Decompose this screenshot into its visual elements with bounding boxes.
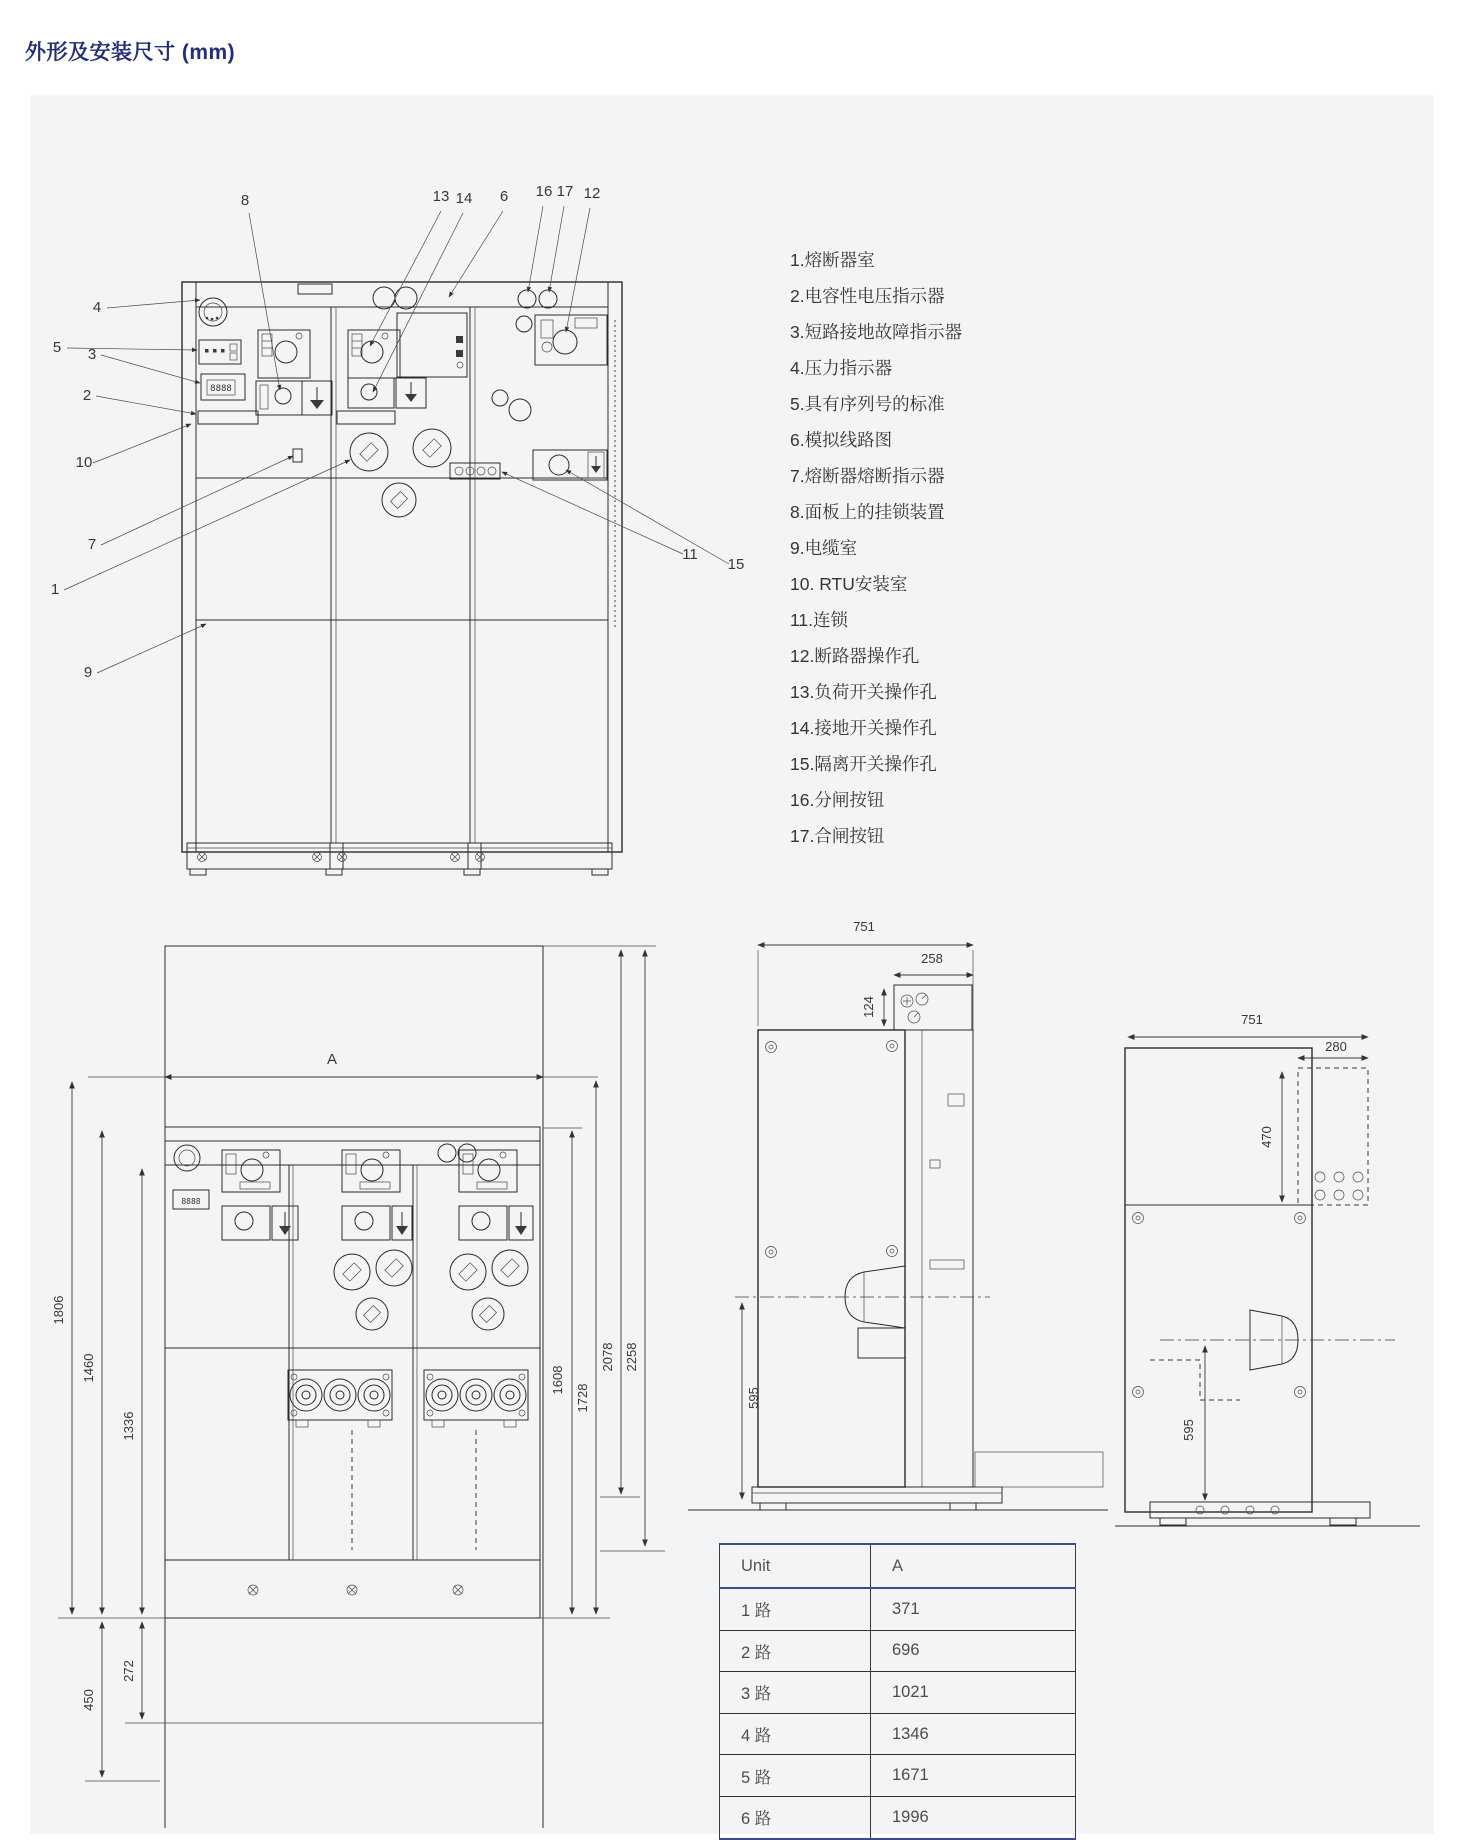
a-cell: 1996 bbox=[871, 1796, 1076, 1838]
col-header-unit: Unit bbox=[720, 1544, 871, 1588]
legend-item: 17.合闸按钮 bbox=[790, 826, 885, 846]
legend-item: 6.模拟线路图 bbox=[790, 430, 893, 450]
callout-6: 6 bbox=[499, 188, 509, 205]
callout-8: 8 bbox=[240, 192, 250, 209]
legend-item: 15.隔离开关操作孔 bbox=[790, 754, 937, 774]
callout-11: 11 bbox=[682, 546, 698, 563]
legend-item: 11.连锁 bbox=[790, 610, 849, 630]
unit-cell: 2 路 bbox=[720, 1630, 871, 1672]
callout-7: 7 bbox=[87, 536, 97, 553]
legend-item: 9.电缆室 bbox=[790, 538, 858, 558]
callout-10: 10 bbox=[75, 454, 93, 471]
legend-item: 14.接地开关操作孔 bbox=[790, 718, 937, 738]
dim-272: 272 bbox=[121, 1660, 136, 1682]
dim-280: 280 bbox=[1325, 1039, 1347, 1054]
callout-9: 9 bbox=[83, 664, 93, 681]
unit-cell: 4 路 bbox=[720, 1713, 871, 1755]
callout-5: 5 bbox=[52, 339, 62, 356]
unit-cell: 5 路 bbox=[720, 1755, 871, 1797]
dim-595-mid: 595 bbox=[746, 1387, 761, 1409]
dim-A: A bbox=[326, 1051, 338, 1068]
callout-14: 14 bbox=[455, 190, 473, 207]
legend-item: 5.具有序列号的标准 bbox=[790, 394, 945, 414]
callout-13: 13 bbox=[432, 188, 450, 205]
legend-item: 8.面板上的挂锁装置 bbox=[790, 502, 945, 522]
legend-item: 10. RTU安装室 bbox=[790, 574, 908, 594]
dim-751-mid: 751 bbox=[853, 919, 875, 934]
callout-12: 12 bbox=[583, 185, 601, 202]
a-cell: 1671 bbox=[871, 1755, 1076, 1797]
table-header-row bbox=[720, 1544, 1076, 1588]
a-cell: 1346 bbox=[871, 1713, 1076, 1755]
table-row bbox=[720, 1672, 1076, 1714]
dim-1728: 1728 bbox=[575, 1383, 590, 1413]
unit-cell: 1 路 bbox=[720, 1588, 871, 1630]
dim-124: 124 bbox=[861, 996, 876, 1018]
table-row bbox=[720, 1588, 1076, 1630]
dim-595-right: 595 bbox=[1181, 1419, 1196, 1441]
unit-cell: 3 路 bbox=[720, 1672, 871, 1714]
a-cell: 696 bbox=[871, 1630, 1076, 1672]
page-title: 外形及安装尺寸 (mm) bbox=[25, 41, 236, 64]
callout-17: 17 bbox=[556, 183, 574, 200]
dim-751-right: 751 bbox=[1241, 1012, 1263, 1027]
callout-15: 15 bbox=[727, 556, 745, 573]
callout-3: 3 bbox=[87, 346, 97, 363]
callout-4: 4 bbox=[92, 299, 102, 316]
legend-item: 3.短路接地故障指示器 bbox=[790, 322, 963, 342]
unit-cell: 6 路 bbox=[720, 1796, 871, 1838]
a-cell: 371 bbox=[871, 1588, 1076, 1630]
unit-dimension-table bbox=[719, 1543, 1076, 1840]
col-header-a: A bbox=[871, 1544, 1076, 1588]
legend-item: 16.分闸按钮 bbox=[790, 790, 885, 810]
legend-item: 13.负荷开关操作孔 bbox=[790, 682, 937, 702]
legend-item: 1.熔断器室 bbox=[790, 250, 875, 270]
dim-1806: 1806 bbox=[51, 1295, 66, 1325]
table-row bbox=[720, 1755, 1076, 1797]
dim-1336: 1336 bbox=[121, 1411, 136, 1441]
legend-item: 7.熔断器熔断指示器 bbox=[790, 466, 945, 486]
table-row bbox=[720, 1713, 1076, 1755]
dim-470: 470 bbox=[1259, 1126, 1274, 1148]
legend-item: 2.电容性电压指示器 bbox=[790, 286, 945, 306]
dim-1460: 1460 bbox=[81, 1353, 96, 1383]
dim-2078: 2078 bbox=[600, 1342, 615, 1372]
dim-450: 450 bbox=[81, 1689, 96, 1711]
callout-16: 16 bbox=[535, 183, 553, 200]
display-digits: 8888 bbox=[210, 384, 232, 394]
legend-item: 4.压力指示器 bbox=[790, 358, 893, 378]
dim-258: 258 bbox=[921, 951, 943, 966]
callout-2: 2 bbox=[82, 387, 92, 404]
table-row bbox=[720, 1796, 1076, 1838]
table-row bbox=[720, 1630, 1076, 1672]
display-digits: 8888 bbox=[181, 1197, 201, 1206]
dim-1608: 1608 bbox=[550, 1365, 565, 1395]
callout-1: 1 bbox=[50, 581, 60, 598]
a-cell: 1021 bbox=[871, 1672, 1076, 1714]
legend-item: 12.断路器操作孔 bbox=[790, 646, 920, 666]
dim-2258: 2258 bbox=[624, 1342, 639, 1372]
